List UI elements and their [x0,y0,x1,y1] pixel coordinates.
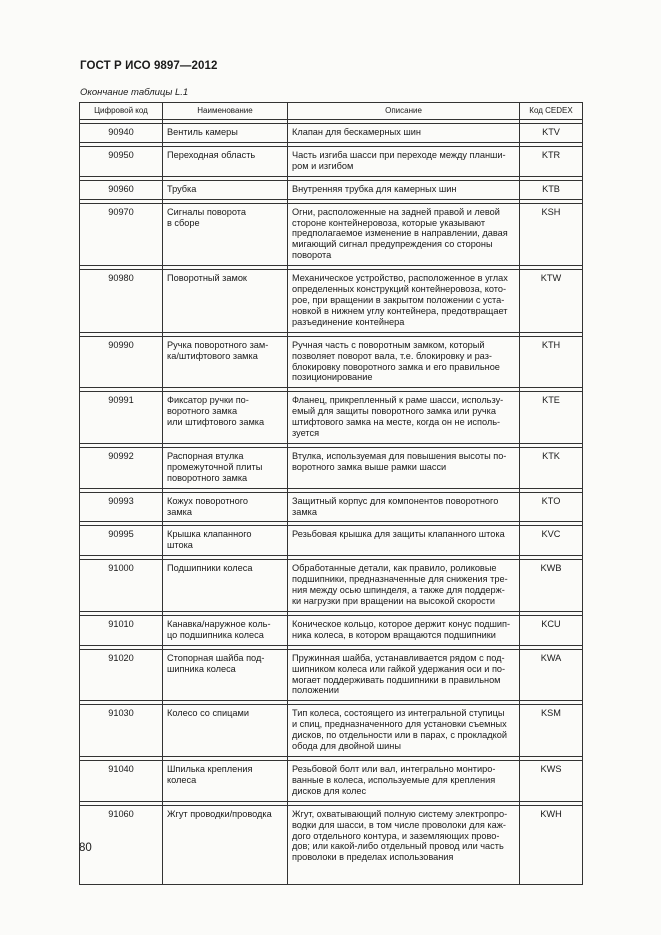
cell-name [163,526,288,556]
description-line: Резьбовой болт или вал, интегрально монтиро- [292,763,496,774]
cell-code: 91010 [80,615,163,645]
table-row [80,492,583,522]
description-line: Фланец, прикрепленный к раме шасси, использу- [292,395,504,406]
cell-cedex: KWH [520,805,583,867]
cell-cedex: KWB [520,560,583,612]
table-body [80,120,583,885]
name-line: воротного замка [167,406,238,417]
cell-cedex: KWA [520,649,583,701]
table-row [80,270,583,333]
cell-cedex: KSH [520,203,583,266]
codes-table [79,102,583,885]
description-line: подшипники, предназначенные для снижения тре- [292,574,508,585]
table-row [80,560,583,612]
cell-name [163,805,288,867]
name-line: Вентиль камеры [167,127,238,137]
description-line: Ручная часть с поворотным замком, который [292,339,485,350]
description-line: позиционирование [292,372,373,383]
cell-name [163,392,288,444]
cell-cedex: KVC [520,526,583,556]
description-line: Коническое кольцо, которое держит конус подшип- [292,618,511,629]
cell-code: 91060 [80,805,163,867]
cell-code: 91000 [80,560,163,612]
name-line: ка/штифтового замка [167,350,258,361]
table-row [80,392,583,444]
cell-description [288,336,520,388]
cell-code: 90992 [80,447,163,488]
table-header-row [80,103,583,120]
column-header-cedex: Код CEDEX [520,103,583,120]
name-line: Колесо со спицами [167,708,249,719]
cell-description [288,805,520,867]
cell-name [163,649,288,701]
cell-code: 90960 [80,180,163,199]
cell-name [163,336,288,388]
document-title: ГОСТ Р ИСО 9897—2012 [80,60,218,72]
cell-name [163,615,288,645]
cell-name [163,124,288,143]
description-line: предполагаемое изменение в направлении, давая [292,228,508,239]
cell-name [163,203,288,266]
column-header-description: Описание [288,103,520,120]
cell-code: 90991 [80,392,163,444]
cell-cedex: KTO [520,492,583,522]
cell-code: 90980 [80,270,163,333]
cell-code: 90993 [80,492,163,522]
table-row [80,615,583,645]
cell-name [163,760,288,801]
description-line: Защитный корпус для компонентов поворотного [292,495,499,506]
cell-name [163,270,288,333]
cell-cedex: KTR [520,146,583,176]
name-line: Шпилька крепления [167,763,253,774]
name-line: Подшипники колеса [167,563,253,574]
description-line: штифтового замка на месте, когда он не исполь- [292,417,501,428]
cell-name [163,705,288,757]
description-line: ника колеса, в котором вращаются подшипники [292,629,496,640]
description-line: дисков, по отдельности или в парах, с прокладкой [292,730,508,741]
table-row [80,760,583,801]
name-line: замка [167,506,192,517]
cell-code: 90995 [80,526,163,556]
cell-description [288,492,520,522]
name-line: колеса [167,774,197,785]
name-line: Переходная область [167,149,256,160]
name-line: Сигналы поворота [167,206,247,217]
column-header-name: Наименование [163,103,288,120]
column-header-code: Цифровой код [80,103,163,120]
description-line: ки нагрузки при вращении на высокой скорости [292,596,496,606]
cell-description [288,615,520,645]
description-line: стороне контейнеровоза, которые указывают [292,217,486,228]
description-line: водки для шасси, в том числе проволоки для каж- [292,819,506,830]
description-line: определенных конструкций контейнеровоза, кото- [292,284,507,295]
description-line: Жгут, охватывающий полную систему электропро- [292,808,508,819]
description-line: блокировку поворотного замка и его правильное [292,361,500,372]
name-line: поворотного замка [167,472,248,483]
table-row [80,649,583,701]
description-line: рое, при вращении в закрытом положении с уста- [292,294,505,305]
cell-description [288,560,520,612]
description-line: положении [292,685,339,696]
description-line: проволоки в пределах использования [292,852,454,863]
description-line: Внутренняя трубка для камерных шин [292,183,457,194]
cell-code: 90990 [80,336,163,388]
description-line: Механическое устройство, расположенное в углах [292,273,508,284]
description-line: ния между осью шпинделя, а также для поддерж- [292,585,505,596]
name-line: штока [167,540,193,551]
description-line: шипником колеса или гайкой удержания оси и по- [292,663,506,674]
cell-name [163,180,288,199]
description-line: дов; или какой-либо отдельный провод или часть [292,841,504,852]
description-line: обода для двойной шины [292,741,401,752]
table-row [80,124,583,143]
cell-cedex: KTB [520,180,583,199]
name-line: в сборе [167,217,200,228]
description-line: Втулка, используемая для повышения высоты по- [292,450,507,461]
cell-code: 91030 [80,705,163,757]
description-line: Часть изгиба шасси при переходе между планши- [292,149,506,160]
cell-name [163,492,288,522]
table-row [80,336,583,388]
description-line: замка [292,506,317,517]
table-caption: Окончание таблицы L.1 [80,87,189,98]
cell-cedex: KWS [520,760,583,801]
cell-cedex: KCU [520,615,583,645]
cell-description [288,526,520,556]
name-line: Канавка/наружное коль- [167,618,271,629]
table-row [80,180,583,199]
cell-description [288,203,520,266]
description-line: Обработанные детали, как правило, роликовые [292,563,497,574]
name-line: цо подшипника колеса [167,629,264,640]
name-line: Трубка [167,183,197,194]
cell-description [288,124,520,143]
description-line: разъединение контейнера [292,316,405,327]
cell-description [288,760,520,801]
cell-name [163,146,288,176]
table-row [80,447,583,488]
description-line: Огни, расположенные на задней правой и левой [292,206,500,217]
name-line: Жгут проводки/проводка [167,808,272,819]
cell-code: 90970 [80,203,163,266]
description-line: ром и изгибом [292,160,354,171]
cell-cedex: KTV [520,124,583,143]
description-line: новкой в нижнем углу контейнера, предотвращает [292,305,508,316]
description-line: Клапан для бескамерных шин [292,127,421,137]
description-line: ванные в колеса, используемые для крепления [292,774,496,785]
cell-code: 90950 [80,146,163,176]
name-line: Фиксатор ручки по- [167,395,249,406]
description-line: Резьбовая крышка для защиты клапанного штока [292,529,505,540]
cell-cedex: KTE [520,392,583,444]
table-row [80,805,583,867]
description-line: мигающий сигнал предупреждения со стороны [292,239,493,250]
cell-description [288,649,520,701]
description-line: воротного замка выше рамки шасси [292,461,447,472]
cell-cedex: KTK [520,447,583,488]
name-line: Распорная втулка [167,450,244,461]
description-line: дисков для колес [292,785,367,796]
name-line: Крышка клапанного [167,529,252,540]
cell-description [288,705,520,757]
table-row [80,203,583,266]
description-line: дого отдельного контура, и заземляющих прово- [292,830,500,841]
cell-code: 91040 [80,760,163,801]
cell-description [288,270,520,333]
description-line: позволяет поворот вала, т.е. блокировку и раз- [292,350,492,361]
name-line: Стопорная шайба под- [167,652,265,663]
name-line: Поворотный замок [167,273,247,284]
cell-description [288,447,520,488]
cell-cedex: KSM [520,705,583,757]
description-line: Пружинная шайба, устанавливается рядом с под- [292,652,505,663]
table-row [80,526,583,556]
description-line: зуется [292,428,320,439]
cell-description [288,392,520,444]
table-row [80,705,583,757]
table-bottom [80,867,583,885]
cell-cedex: KTH [520,336,583,388]
name-line: Кожух поворотного [167,495,248,506]
cell-code: 91020 [80,649,163,701]
description-line: и спиц, предназначенного для установки съемных [292,719,507,730]
cell-cedex: KTW [520,270,583,333]
name-line: Ручка поворотного зам- [167,339,269,350]
description-line: емый для защиты поворотного замка или ручка [292,406,496,417]
description-line: могает поддерживать подшипники в правильном [292,674,501,685]
cell-code: 90940 [80,124,163,143]
page-number: 80 [79,842,92,854]
cell-description [288,146,520,176]
cell-name [163,447,288,488]
name-line: промежуточной плиты [167,461,263,472]
name-line: шипника колеса [167,663,236,674]
description-line: поворота [292,250,332,261]
table-row [80,146,583,176]
cell-description [288,180,520,199]
description-line: Тип колеса, состоящего из интегральной ступицы [292,708,505,719]
name-line: или штифтового замка [167,417,265,428]
cell-name [163,560,288,612]
